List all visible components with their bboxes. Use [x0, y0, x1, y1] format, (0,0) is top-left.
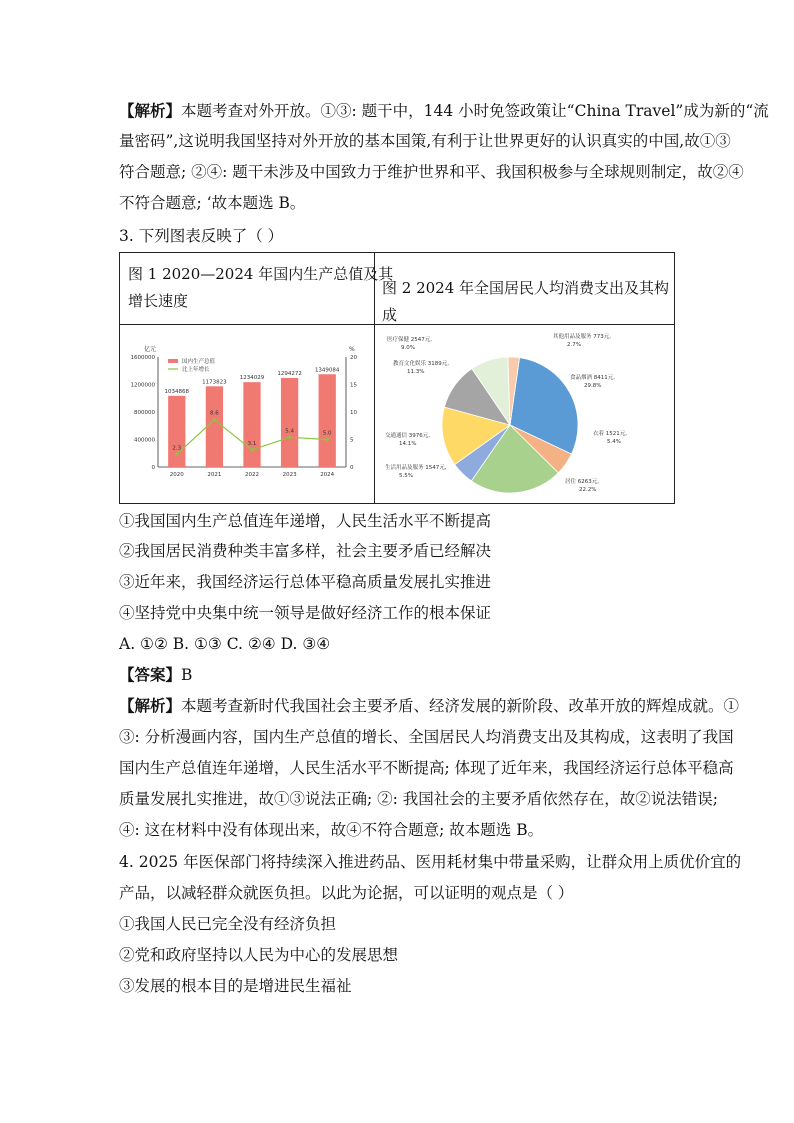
option-2: ②我国居民消费种类丰富多样，社会主要矛盾已经解决 — [119, 542, 492, 560]
pie-slice-percent: 5.4% — [607, 439, 621, 445]
legend-label-gdp: 国内生产总值 — [182, 359, 216, 365]
fig2-caption: 图 2 2024 年全国居民人均消费支出及其构成 — [382, 279, 670, 324]
analysis-line-1 — [119, 100, 769, 122]
pie-slice-label: 食品烟酒 8411元, — [570, 375, 615, 381]
gdp-bar-label: 1173823 — [202, 379, 227, 386]
growth-point — [288, 436, 291, 439]
q3-analysis-line-3: 国内生产总值连年递增，人民生活水平不断提高; 体现了近年来，我国经济运行总体平稳高 — [119, 759, 734, 777]
growth-point — [175, 453, 178, 456]
option-1: ①我国国内生产总值连年递增，人民生活水平不断提高 — [119, 512, 492, 530]
q4-option-3: ③发展的根本目的是增进民生福祉 — [119, 977, 352, 995]
x-tick-label: 2021 — [207, 472, 222, 478]
left-unit-label: 亿元 — [144, 346, 157, 353]
pie-slice-label: 居住 6263元, — [565, 479, 599, 485]
right-tick-label: 5 — [350, 437, 354, 444]
gdp-chart — [120, 325, 374, 505]
question-4-line-2: 产品，以减轻群众就医负担。以此为论据，可以证明的观点是（ ） — [119, 884, 574, 902]
gdp-bar-label: 1034868 — [164, 388, 190, 395]
analysis-line-4: 不符合题意; ‘故本题选 B。 — [119, 194, 306, 212]
legend-label-growth: 比上年增长 — [182, 367, 210, 373]
option-4: ④坚持党中央集中统一领导是做好经济工作的根本保证 — [119, 604, 492, 622]
option-3: ③近年来，我国经济运行总体平稳高质量发展扎实推进 — [119, 573, 492, 591]
q4-option-1: ①我国人民已完全没有经济负担 — [119, 915, 337, 933]
right-unit-label: % — [349, 346, 355, 353]
gdp-bar — [206, 386, 223, 467]
gdp-bar-label: 1349084 — [314, 367, 340, 374]
q3-analysis-tag: 【解析】 — [119, 696, 182, 715]
analysis-tag: 【解析】 — [119, 101, 182, 120]
left-tick-label: 400000 — [134, 437, 155, 444]
pie-slice-label: 医疗保健 2547元, — [387, 337, 432, 343]
q3-analysis-line-5: ④: 这在材料中没有体现出来，故④不符合题意; 故本题选 B。 — [119, 821, 544, 839]
answer-value: B — [181, 666, 193, 684]
pie-slice-percent: 11.3% — [407, 369, 425, 375]
growth-label: 5.0 — [322, 430, 332, 437]
left-tick-label: 0 — [151, 465, 155, 471]
gdp-bar — [168, 396, 185, 467]
answer-line — [119, 664, 192, 686]
q3-analysis-text: 本题考查新时代我国社会主要矛盾、经济发展的新阶段、改革开放的辉煌成就。① — [181, 697, 740, 715]
left-tick-label: 1200000 — [130, 382, 155, 389]
pie-slice-label: 教育文化娱乐 3189元, — [393, 361, 449, 367]
consumption-pie-chart — [375, 325, 675, 505]
q3-analysis-line-1 — [119, 695, 739, 717]
gdp-bar-label: 1234029 — [239, 375, 265, 382]
fig1-caption-line-1: 图 1 2020—2024 年国内生产总值及其 — [128, 265, 394, 283]
analysis-text: 本题考查对外开放。①③: 题干中，144 小时免签政策让“China Travel”成为新的“流 — [181, 102, 769, 120]
x-tick-label: 2023 — [282, 472, 297, 478]
x-tick-label: 2024 — [320, 472, 335, 478]
growth-label: 2.3 — [172, 445, 182, 452]
gdp-bar — [281, 378, 298, 467]
q4-option-2: ②党和政府坚持以人民为中心的发展思想 — [119, 946, 399, 964]
pie-slice-label: 交通通信 3976元, — [385, 433, 430, 439]
left-tick-label: 1600000 — [130, 355, 155, 361]
growth-point — [250, 448, 253, 451]
fig1-caption — [128, 261, 393, 315]
gdp-bar-label: 1294272 — [277, 371, 302, 378]
growth-point — [326, 438, 329, 441]
growth-label: 5.4 — [285, 428, 294, 435]
x-tick-label: 2022 — [245, 472, 259, 478]
pie-slice-label: 其他用品及服务 773元, — [553, 334, 611, 340]
pie-slice-percent: 2.7% — [567, 342, 581, 348]
figure-table — [119, 252, 675, 504]
x-tick-label: 2020 — [169, 472, 184, 478]
q3-analysis-line-2: ③: 分析漫画内容，国内生产总值的增长、全国居民人均消费支出及其构成，这表明了我国 — [119, 728, 734, 746]
pie-slice-percent: 14.1% — [399, 441, 417, 447]
analysis-line-3: 符合题意; ②④: 题干未涉及中国致力于维护世界和平、我国积极参与全球规则制定，故②④ — [119, 163, 744, 181]
question-4-line-1: 4. 2025 年医保部门将持续深入推进药品、医用耗材集中带量采购，让群众用上质优价宜的 — [119, 853, 742, 871]
q3-analysis-line-4: 质量发展扎实推进，故①③说法正确; ②: 我国社会的主要矛盾依然存在，故②说法错误; — [119, 790, 719, 808]
gdp-bar — [319, 374, 336, 467]
right-tick-label: 10 — [350, 410, 357, 416]
right-tick-label: 15 — [350, 382, 357, 389]
growth-label: 3.1 — [247, 440, 257, 447]
answer-tag: 【答案】 — [119, 665, 182, 684]
pie-slice-percent: 29.8% — [584, 383, 602, 389]
analysis-line-2: 量密码”,这说明我国坚持对外开放的基本国策,有利于让世界更好的认识真实的中国,故①③ — [119, 132, 731, 150]
right-tick-label: 20 — [350, 355, 357, 361]
pie-slice-percent: 9.0% — [401, 345, 415, 351]
pie-slice-label: 生活用品及服务 1547元, — [385, 465, 447, 471]
right-tick-label: 0 — [350, 465, 354, 471]
question-3-stem: 3. 下列图表反映了（ ） — [119, 227, 284, 245]
left-tick-label: 800000 — [134, 410, 155, 416]
growth-label: 8.6 — [210, 410, 219, 417]
fig1-caption-line-2: 增长速度 — [128, 292, 189, 310]
growth-point — [213, 418, 216, 421]
pie-slice-percent: 5.5% — [399, 473, 413, 479]
legend-swatch-gdp — [168, 359, 178, 363]
pie-slice-label: 衣着 1521元, — [593, 431, 627, 437]
choices: A. ①② B. ①③ C. ②④ D. ③④ — [119, 635, 331, 653]
pie-slice-percent: 22.2% — [579, 487, 597, 493]
gdp-bar — [243, 382, 260, 467]
